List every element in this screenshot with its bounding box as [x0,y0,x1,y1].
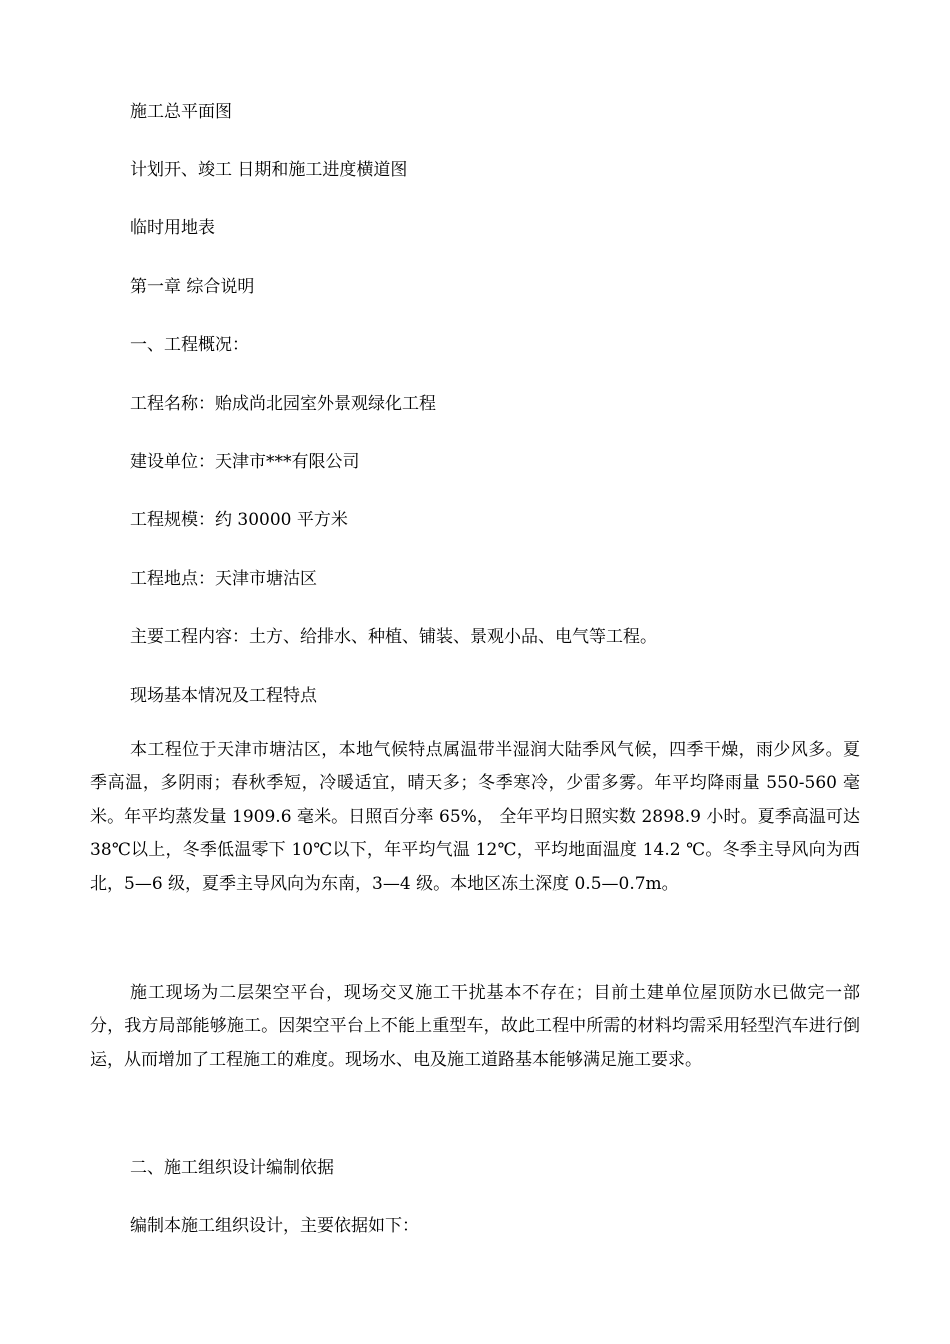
toc-site-plan: 施工总平面图 [130,102,232,122]
paragraph-climate: 本工程位于天津市塘沽区，本地气候特点属温带半湿润大陆季风气候，四季干燥，雨少风多。夏季高温，多阴雨；春秋季短，冷暖适宜，晴天多；冬季寒冷，少雷多雾。年平均降雨量 550-560 毫米。年平均蒸发量 1909.6 毫米。日照百分率 65%， 全年平均日照实数 2898.9 小时。夏季高温可达 38℃以上，冬季低温零下 10℃以下，年平均气温 12℃，平均地面温度 14.2 ℃。冬季主导风向为西北，5—6 级，夏季主导风向为东南，3—4 级。本地区冻土深度 0.5—0.7m。 [90,740,860,894]
section-heading-basis: 二、施工组织设计编制依据 [130,1158,334,1178]
toc-schedule-chart: 计划开、竣工 日期和施工进度横道图 [130,160,408,180]
project-location: 工程地点：天津市塘沽区 [130,569,317,589]
subheading-site-conditions: 现场基本情况及工程特点 [130,686,317,706]
project-scale: 工程规模：约 30000 平方米 [130,510,348,530]
toc-temporary-land: 临时用地表 [130,218,215,238]
section-heading-overview: 一、工程概况： [130,335,249,355]
client-unit: 建设单位：天津市***有限公司 [130,452,360,472]
basis-intro: 编制本施工组织设计，主要依据如下： [130,1216,419,1236]
main-works: 主要工程内容：土方、给排水、种植、铺装、景观小品、电气等工程。 [130,627,657,647]
chapter-heading: 第一章 综合说明 [130,277,255,297]
paragraph-site: 施工现场为二层架空平台，现场交叉施工干扰基本不存在；目前土建单位屋顶防水已做完一部分，我方局部能够施工。因架空平台上不能上重型车，故此工程中所需的材料均需采用轻型汽车进行倒运，从而增加了工程施工的难度。现场水、电及施工道路基本能够满足施工要求。 [90,983,860,1070]
project-name: 工程名称：贻成尚北园室外景观绿化工程 [130,394,436,414]
